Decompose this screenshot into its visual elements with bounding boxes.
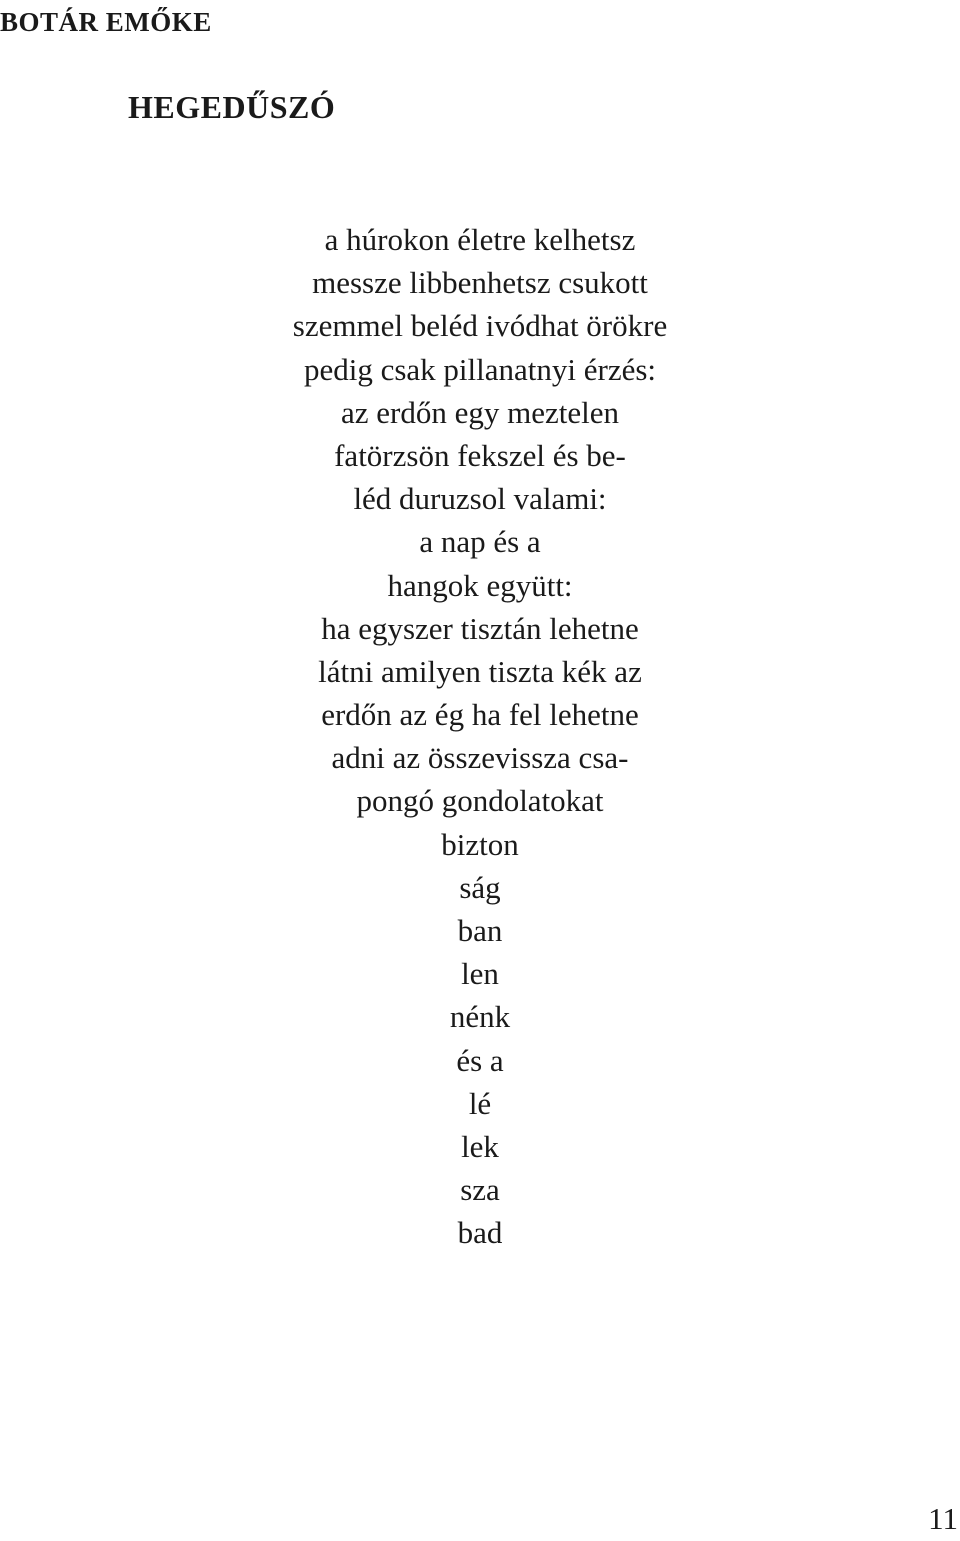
poem-line: sza: [460, 1172, 500, 1208]
poem-line: len: [461, 956, 499, 992]
poem-line: látni amilyen tiszta kék az: [318, 653, 642, 689]
poem-line: bizton: [441, 826, 519, 862]
poem-line: ha egyszer tisztán lehetne: [321, 610, 639, 646]
poem-body: [0, 218, 960, 1255]
poem-line: nénk: [449, 999, 511, 1035]
poem-line: fatörzsön fekszel és be-: [334, 437, 626, 473]
page-number: 11: [928, 1501, 958, 1536]
poem-line: az erdőn egy meztelen: [341, 394, 619, 430]
poem-line: léd duruzsol valami:: [353, 481, 607, 517]
poem-line: lek: [461, 1128, 499, 1164]
poem-line: ság: [459, 869, 501, 905]
poem-line: a nap és a: [419, 524, 541, 560]
poem-line: ban: [457, 913, 503, 948]
poem-line: a húrokon életre kelhetsz: [324, 222, 636, 257]
poem-line: pongó gondolatokat: [356, 783, 604, 819]
poem-line: pedig csak pillanatnyi érzés:: [303, 351, 657, 387]
poem-title: HEGEDŰSZÓ: [128, 89, 336, 125]
poem-line: hangok együtt:: [387, 567, 573, 603]
poem-line: erdőn az ég ha fel lehetne: [321, 697, 639, 733]
poem-line: és a: [456, 1042, 504, 1078]
poem-line: szemmel beléd ivódhat örökre: [292, 308, 668, 344]
poem-line: lé: [468, 1085, 492, 1121]
poem-line: adni az összevissza csa-: [331, 740, 629, 776]
poem-line: bad: [457, 1215, 503, 1251]
author-name: BOTÁR EMŐKE: [0, 7, 212, 37]
poem-line: messze libbenhetsz csukott: [312, 265, 648, 301]
